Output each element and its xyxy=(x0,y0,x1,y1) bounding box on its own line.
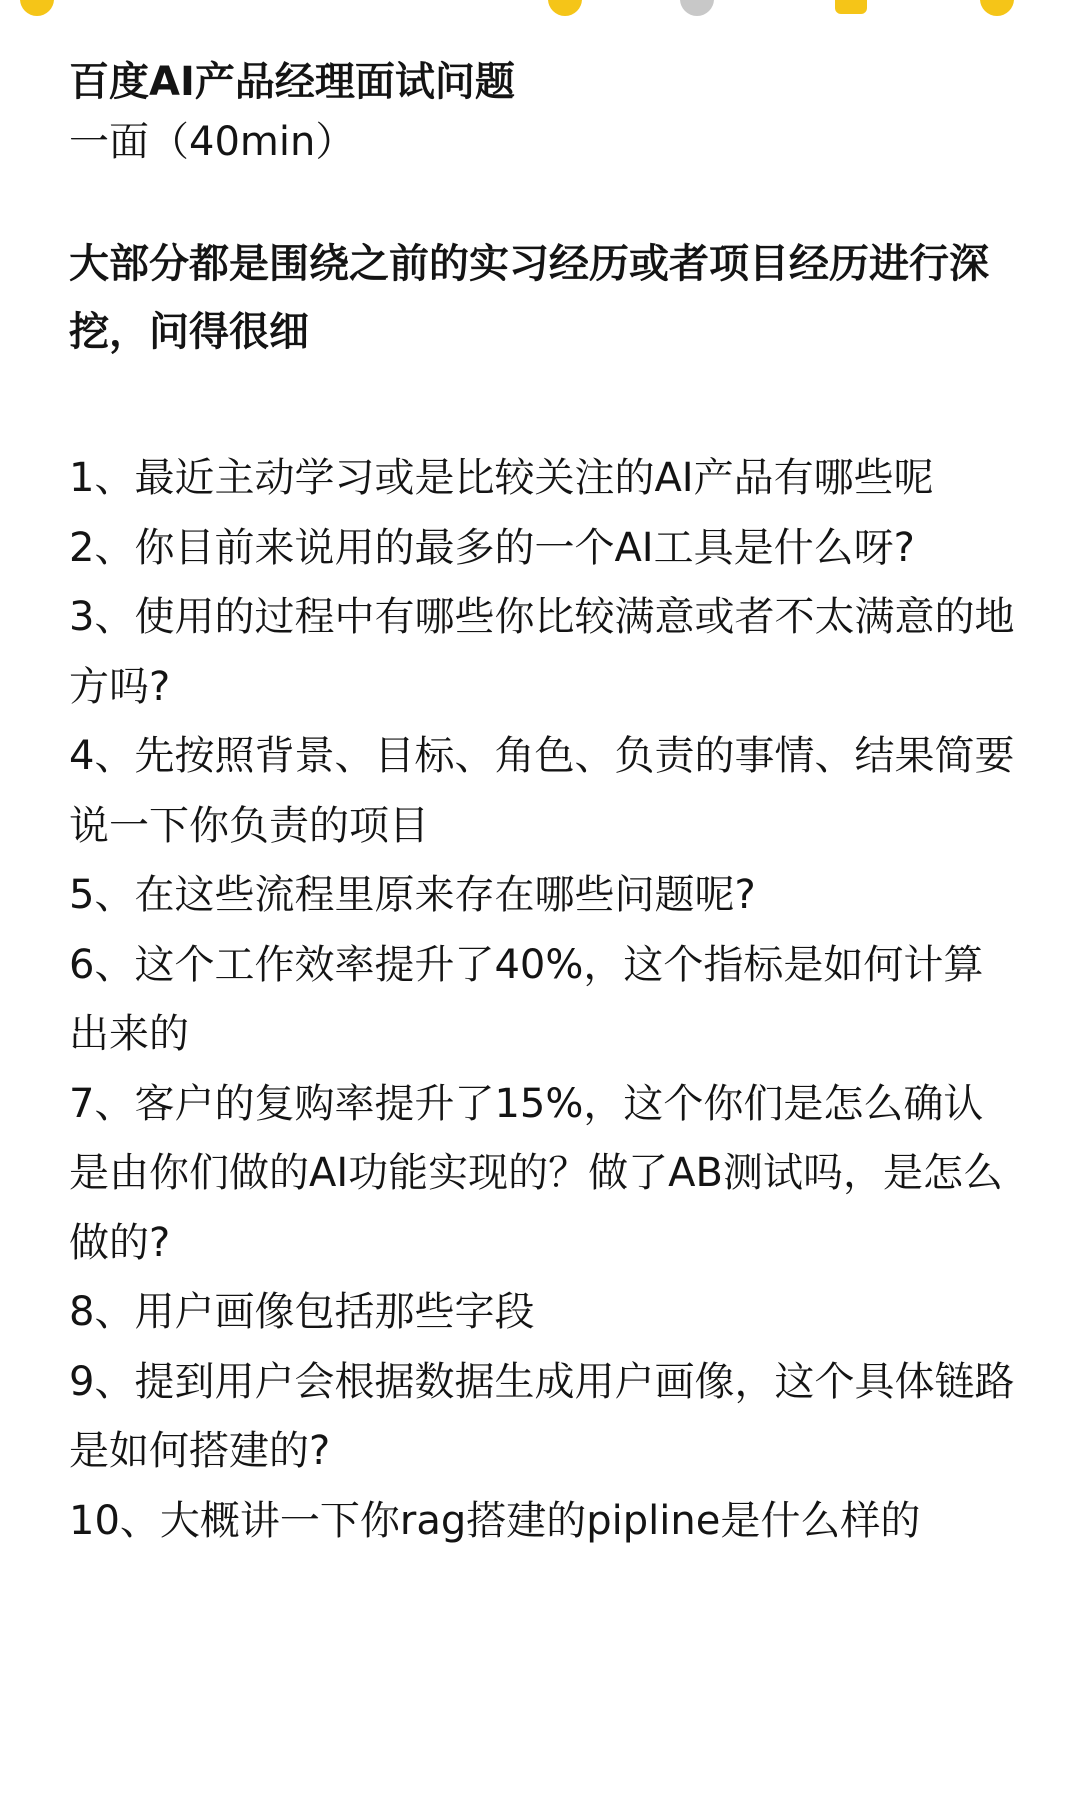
cropped-emoji-icon xyxy=(680,0,714,16)
cropped-emoji-icon xyxy=(835,0,867,14)
question-item-3: 3、使用的过程中有哪些你比较满意或者不太满意的地方吗? xyxy=(69,594,1015,710)
question-item-8: 8、用户画像包括那些字段 xyxy=(69,1289,535,1335)
question-item-4: 4、先按照背景、目标、角色、负责的事情、结果简要说一下你负责的项目 xyxy=(69,733,1015,849)
question-item-9: 9、提到用户会根据数据生成用户画像，这个具体链路是如何搭建的? xyxy=(69,1358,1015,1474)
note-body xyxy=(69,54,1019,1556)
cropped-emoji-icon xyxy=(20,0,54,16)
question-item-1: 1、最近主动学习或是比较关注的AI产品有哪些呢 xyxy=(69,455,934,501)
note-intro: 大部分都是围绕之前的实习经历或者项目经历进行深挖，问得很细 xyxy=(69,241,989,355)
question-item-7: 7、客户的复购率提升了15%，这个你们是怎么确认是由你们做的AI功能实现的？做了AB测试吗，是怎么做的? xyxy=(69,1080,1003,1266)
note-subtitle: 一面（40min） xyxy=(69,119,356,165)
note-title: 百度AI产品经理面试问题 xyxy=(69,59,515,105)
question-item-5: 5、在这些流程里原来存在哪些问题呢? xyxy=(69,872,756,918)
cropped-emoji-icon xyxy=(548,0,582,16)
question-item-10: 10、大概讲一下你rag搭建的pipline是什么样的 xyxy=(69,1497,921,1544)
question-list xyxy=(69,444,1019,1556)
cropped-emoji-icon xyxy=(980,0,1014,16)
question-item-6: 6、这个工作效率提升了40%，这个指标是如何计算出来的 xyxy=(69,941,984,1057)
question-item-2: 2、你目前来说用的最多的一个AI工具是什么呀? xyxy=(69,524,915,571)
cropped-top-strip xyxy=(0,0,1080,16)
